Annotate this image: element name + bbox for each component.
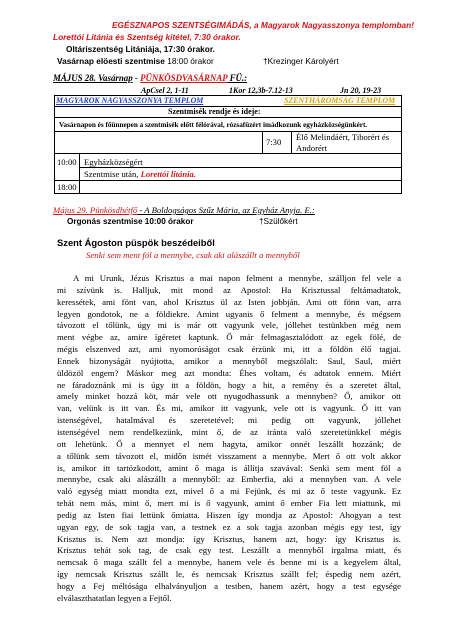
sermon-line: távozott el tőlünk, úgy mi is már ott vagyunk vele, jóllehet testünkben még nem xyxy=(57,320,401,331)
table-col-divider xyxy=(79,153,80,194)
sermon-line: elválaszthatatlan legyen a Fejtől. xyxy=(57,592,172,603)
sermon-line: ne fáradoznánk mi is úgy itt a földön, hogy a hit, a remény és a szeretet által, xyxy=(57,379,401,390)
sermon-line: ugyan egy, de sok tagja van, a testnek ez a sok tagja azonban mégis egy test, így xyxy=(57,521,401,532)
sermon-line: ment végbe az, amire ígéretet kaptunk. Ő már felmagasztalódott az egek fölé, de xyxy=(57,332,401,343)
sermon-line: amely minket hozzá köt, már vele ott nyugodhassunk a mennyben? Ő, amikor ott xyxy=(57,391,401,402)
sermon-line: is, amikor itt tartózkodott, amint ő maga is állítja szavával: Senki sem ment föl a xyxy=(57,462,401,473)
table-divider xyxy=(54,117,402,118)
schedule-time: 10:00 xyxy=(57,157,77,167)
after-mass-label: Szentmise után, xyxy=(84,169,141,179)
sermon-line: Krisztus tehát sok tag, de csak egy test. Leszállt a mennyből irgalma miatt, és xyxy=(57,545,401,556)
sermon-line: keressétek, ami fönt van, ahol Krisztus ül az Isten jobbján. Ami ott fönn van, arra xyxy=(57,296,401,307)
schedule-heading: Szentmisék rendje és ideje: xyxy=(168,107,261,116)
may29-mass-line xyxy=(67,217,298,227)
may29-title: Május 29. Pünkösdhétfő xyxy=(53,205,138,215)
vigil-mass-label: Vasárnap elöesti szentmise xyxy=(57,56,168,66)
sermon-line: így nemcsak Krisztus szállt le, és nemcsak Krisztus szállt fel; éspedig nem azért, xyxy=(57,569,401,580)
sermon-line: istenségével nem rendelkezünk, mint ő, de az iránta való szeretetünkkel mégis xyxy=(57,426,401,437)
organ-mass: Orgonás szentmise 10:00 órakor xyxy=(67,217,194,226)
vigil-mass-intention: †Krezinger Károlyért xyxy=(263,56,339,66)
litany-announcement: Lorettói Litánia és Szentség kitétel, 7:30 órakor. xyxy=(53,32,241,42)
reading-1: ApCsel 2, 1-11 xyxy=(141,86,189,95)
may28-color: FÜ.: xyxy=(227,73,248,83)
schedule-time: 18:00 xyxy=(57,182,77,192)
table-divider xyxy=(54,180,402,181)
sermon-line: pedig az Isten fiai lettünk őmiatta. Hiszen így mondja az Apostol: Ahogyan a test xyxy=(57,509,401,520)
sermon-line: tehát nem más, mint ő, mert mi is ő vagyunk, amint ő ember Fia lett miattunk, mi xyxy=(57,498,401,509)
table-divider xyxy=(79,167,402,168)
may28-sep: - xyxy=(132,73,141,83)
sermon-line: mi szívünk is. Halljuk, mit mond az Apostol: Ha Krisztussal feltámadtatok, xyxy=(57,284,401,295)
reading-2: 1Kor 12,3b-7.12-13 xyxy=(229,86,293,95)
may29-heading xyxy=(53,205,315,215)
table-divider xyxy=(54,153,402,154)
lorettoi-litania: Lorettói litánia. xyxy=(140,169,196,179)
sermon-title: Szent Ágoston püspök beszédeiből xyxy=(57,237,215,248)
sermon-line: üldözöl engem? Máskor meg azt mondta: Éhes voltam, és adtatok ennem. Miért xyxy=(57,367,401,378)
vigil-mass-time: 18:00 órakor xyxy=(167,56,214,66)
may28-title: MÁJUS 28. Vasárnap xyxy=(53,73,133,83)
mass-intention: Élő Melindáért, Tiborért és Andorért xyxy=(296,132,390,153)
rosary-note: Vasárnapon és főünnepen a szentmisék előtt félórával, rózsafüzért imádkozunk egyházközségünkért. xyxy=(59,121,368,129)
may29-feast: - A Boldogságos Szűz Mária, az Egyház Anyja. E.: xyxy=(137,205,315,215)
sermon-line: mennybe, csak aki alászállt a mennyből: az Emberfia, aki a mennyben van. A vele xyxy=(57,474,401,485)
table-col-divider xyxy=(262,131,263,153)
sermon-subtitle: Senki sem ment föl a mennybe, csak aki alászállt a mennyből xyxy=(86,250,300,260)
sacrament-litany-announcement: Oltáriszentség Litániája, 17:30 órakor. xyxy=(66,44,215,54)
adoration-announcement: EGÉSZNAPOS SZENTSÉGIMÁDÁS, a Magyarok Nagyasszonya templomban! xyxy=(112,20,414,30)
may29-intention: †Szülőkért xyxy=(259,217,298,226)
sermon-line: ott lehetünk. Ő a mennyet el nem hagyta, amikor onnét leszállt hozzánk; de xyxy=(57,438,401,449)
sermon-line: legyen gondotok, ne a földiekre. Amint ugyanis ő felment a mennybe, és mégsem xyxy=(57,308,401,319)
sermon-line: Krisztus is. Nem azt mondja: így Krisztus, hanem azt, hogy: így Krisztus is. xyxy=(57,533,401,544)
vigil-mass-line xyxy=(57,56,339,66)
sermon-line: Ennek bizonyságát nyújtotta, amikor a mennyből megszólalt: Saul, Saul, miért xyxy=(57,355,401,366)
sermon-line: A mi Urunk, Jézus Krisztus a mai napon felment a mennybe, szálljon fel vele a xyxy=(73,273,401,283)
after-mass-note xyxy=(84,169,196,179)
sermon-line: mégis elszenved azt, ami nyomorúságot csak érzünk mi, itt a földön élő tagjai. xyxy=(57,344,401,355)
schedule-time: 7:30 xyxy=(266,137,282,147)
sermon-line: istenségével, hatalmával és szeretetével; mi pedig ott vagyunk, jóllehet xyxy=(57,415,401,426)
sermon-body xyxy=(57,273,401,605)
table-col-divider xyxy=(291,131,292,153)
sermon-line: hogy a Fej méltósága elhalványuljon a testben, hanem azért, hogy a test egysége xyxy=(57,580,401,591)
church2-header: SZENTHÁROMSÁG TEMPLOM xyxy=(284,96,396,105)
may28-feast: PÜNKÖSDVASÁRNAP xyxy=(140,73,228,83)
mass-intention: Egyházközségért xyxy=(84,157,143,167)
sermon-line: a tőlünk sem távozott el, midőn ismét visszament a mennybe. Mert ő ott volt akkor xyxy=(57,450,401,461)
gospel-reading: Jn 20, 19-23 xyxy=(340,86,382,95)
may28-heading xyxy=(53,73,247,83)
sermon-line: van, velünk is itt van. És mi, amikor itt vagyunk, vele ott is vagyunk. Ő itt van xyxy=(57,403,401,414)
church1-header: MAGYAROK NAGYASSZONYA TEMPLOM xyxy=(56,96,204,105)
sermon-line: nemcsak ő maga szállt fel a mennybe, hanem vele és benne mi is a kegyelem által, xyxy=(57,557,401,568)
sermon-line: való egység miatt mondta ezt, mivel ő a mi Fejünk, és mi az ő teste vagyunk. Ez xyxy=(57,486,401,497)
